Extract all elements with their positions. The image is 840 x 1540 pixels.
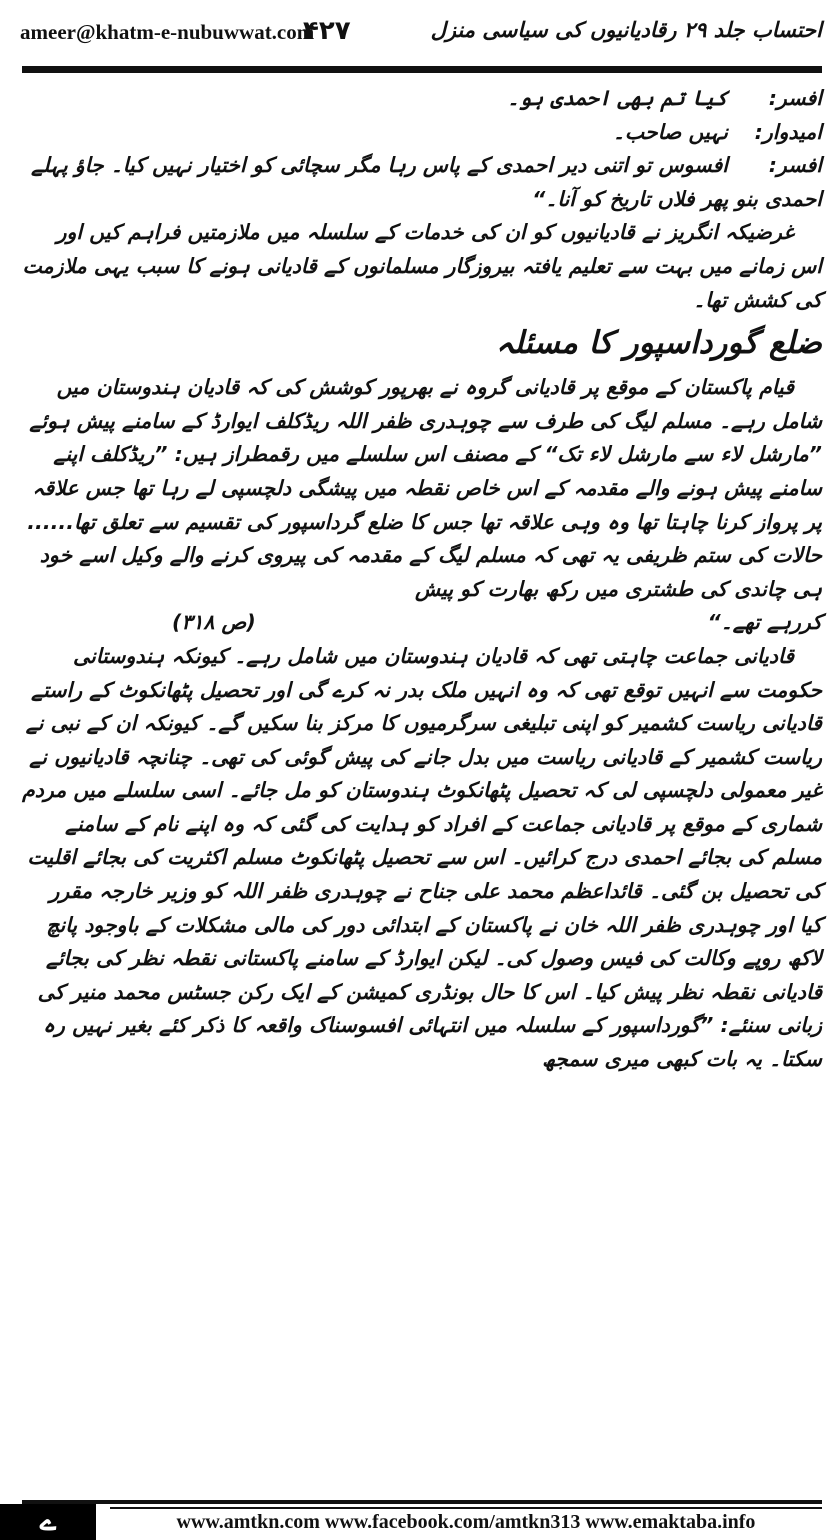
speaker-label: امیدوار: bbox=[754, 119, 822, 144]
header-email: ameer@khatm-e-nubuwwat.com bbox=[20, 20, 315, 44]
speaker-text: افسوس تو اتنی دیر احمدی کے پاس رہا مگر سچائی کو اختیار نہیں کیا۔ جاؤ پہلے bbox=[31, 153, 728, 178]
dialogue-line bbox=[22, 116, 822, 150]
page-reference: (ص ۳۱۸) bbox=[172, 610, 256, 635]
speaker-label: افسر: bbox=[768, 86, 822, 110]
speaker-text: کیا تم بھی احمدی ہو۔ bbox=[507, 86, 728, 110]
quote-end-line bbox=[22, 606, 822, 640]
speaker-text: نہیں صاحب۔ bbox=[612, 119, 728, 144]
footer-links: www.amtkn.com www.facebook.com/amtkn313 www.emaktaba.info bbox=[176, 1511, 756, 1533]
paragraph-1: غرضیکہ انگریز نے قادیانیوں کو ان کی خدمات کے سلسلہ میں ملازمتیں فراہم کیں اور اس زمانے میں بہت سے تعلیم یافتہ بیروزگار مسلمانوں کے قادیانی ہونے کا سبب یہی ملازمت کی کشش تھا۔ bbox=[22, 220, 822, 312]
footer-badge: ے bbox=[0, 1504, 96, 1540]
page-header bbox=[20, 14, 822, 56]
section-heading: ضلع گورداسپور کا مسئلہ bbox=[495, 325, 822, 362]
page-body bbox=[22, 82, 822, 1077]
dialogue-continuation: احمدی بنو پھر فلاں تاریخ کو آنا۔“ bbox=[532, 186, 822, 211]
header-rule bbox=[22, 66, 822, 73]
dialogue-line bbox=[22, 149, 822, 183]
dialogue-line bbox=[22, 82, 822, 116]
page-number: ۴۲۷ bbox=[303, 16, 351, 46]
footer-rule bbox=[22, 1500, 822, 1504]
footer-rule-thin bbox=[110, 1507, 822, 1509]
running-title: احتساب جلد ۲۹ رقادیانیوں کی سیاسی منزل bbox=[430, 18, 822, 42]
speaker-label: افسر: bbox=[768, 153, 822, 178]
paragraph-2: قیام پاکستان کے موقع پر قادیانی گروہ نے بھرپور کوشش کی کہ قادیان ہندوستان میں شامل رہے۔ مسلم لیگ کی طرف سے چوہدری ظفر اللہ ریڈکلف ایوارڈ کے سامنے پیش ہوئے ”مارشل لاء سے مارشل لاء تک“ کے مصنف اس سلسلے میں رقمطراز ہیں: ”ریڈکلف اپنے سامنے پیش ہونے والے مقدمہ کے اس خاص نقطہ میں پیشگی دلچسپی لے رہا تھا جس علاقہ پر پرواز کرنا چاہتا تھا وہ وہی علاقہ تھا جس کا ضلع گرداسپور کی تقسیم سے تعلق تھا...... حالات کی ستم ظریفی یہ تھی کہ مسلم لیگ کے مقدمہ کی پیروی کرنے والے وکیل اسے خود ہی چاندی کی طشتری میں رکھ بھارت کو پیش bbox=[27, 375, 822, 601]
paragraph-3: قادیانی جماعت چاہتی تھی کہ قادیان ہندوستان میں شامل رہے۔ کیونکہ ہندوستانی حکومت سے انہیں توقع تھی کہ وہ انہیں ملک بدر نہ کرے گی اور تحصیل پٹھانکوٹ کے راستے قادیانی ریاست کشمیر کو اپنی تبلیغی سرگرمیوں کا مرکز بنا سکیں گے۔ کیونکہ ان کے نبی نے ریاست کشمیر کے قادیانی ریاست میں بدل جانے کی پیش گوئی کی تھی۔ چنانچہ قادیانیوں نے غیر معمولی دلچسپی لی کہ تحصیل پٹھانکوٹ ہندوستان کو مل جائے۔ اسی سلسلے میں مردم شماری کے موقع پر قادیانی جماعت کے افراد کو ہدایت کی گئی کہ وہ اپنے نام کے سامنے مسلم کی بجائے احمدی درج کرائیں۔ اس سے تحصیل پٹھانکوٹ مسلم اکثریت کی بجائے اقلیت کی تحصیل بن گئی۔ قائداعظم محمد علی جناح نے چوہدری ظفر اللہ کو وزیر خارجہ مقرر کیا اور چوہدری ظفر اللہ خان نے پاکستان کے ابتدائی دور کی مالی مشکلات کے باوجود پانچ لاکھ روپے وکالت کی فیس وصول کی۔ لیکن ایوارڈ کے سامنے پاکستانی نقطہ نظر کی بجائے قادیانی نقطہ نظر پیش کیا۔ اس کا حال بونڈری کمیشن کے ایک رکن جسٹس محمد منیر کی زبانی سنئے: ”گورداسپور کے سلسلہ میں انتہائی افسوسناک واقعہ کا ذکر کئے بغیر نہیں رہ سکتا۔ یہ بات کبھی میری سمجھ bbox=[22, 643, 822, 1072]
quote-end-text: کررہے تھے۔“ bbox=[707, 610, 822, 635]
